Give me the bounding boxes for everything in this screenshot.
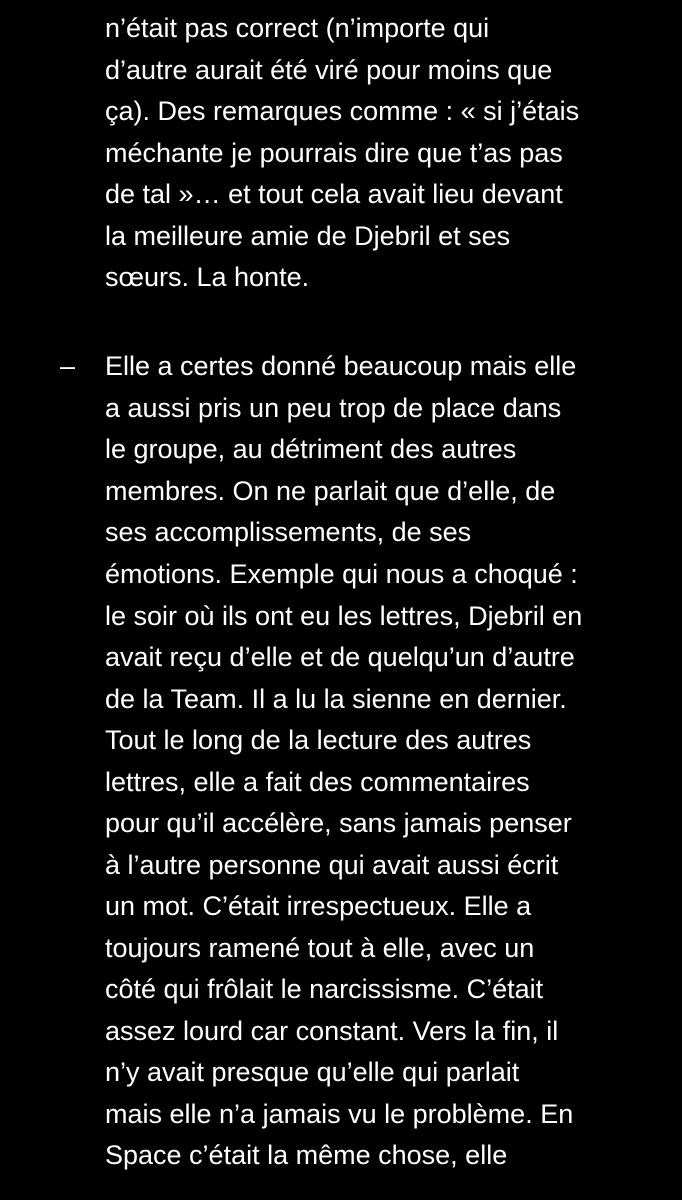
text-line: côté qui frôlait le narcissisme. C’était <box>105 974 544 1004</box>
bullet-dash: – <box>60 351 76 381</box>
text-line: avait reçu d’elle et de quelqu’un d’autre <box>105 642 575 672</box>
text-line: sœurs. La honte. <box>105 262 310 292</box>
text-line: ça). Des remarques comme : « si j’étais <box>105 96 580 126</box>
text-line: Space c’était la même chose, elle <box>105 1140 508 1170</box>
text-line: toujours ramené tout à elle, avec un <box>105 933 535 963</box>
text-line: d’autre aurait été viré pour moins que <box>105 55 553 85</box>
text-line: ses accomplissements, de ses <box>105 517 472 547</box>
text-line: n’était pas correct (n’importe qui <box>105 13 490 43</box>
text-line: pour qu’il accélère, sans jamais penser <box>105 808 572 838</box>
text-line: n’y avait presque qu’elle qui parlait <box>105 1057 520 1087</box>
text-line: de tal »… et tout cela avait lieu devant <box>105 179 563 209</box>
text-line: Elle a certes donné beaucoup mais elle <box>105 351 577 381</box>
text-line: méchante je pourrais dire que t’as pas <box>105 138 563 168</box>
text-line: le soir où ils ont eu les lettres, Djebril en <box>105 601 583 631</box>
text-line: de la Team. Il a lu la sienne en dernier. <box>105 684 567 714</box>
text-line: la meilleure amie de Djebril et ses <box>105 221 511 251</box>
text-line: émotions. Exemple qui nous a choqué : <box>105 559 578 589</box>
text-line: Tout le long de la lecture des autres <box>105 725 532 755</box>
text-line: un mot. C’était irrespectueux. Elle a <box>105 891 532 921</box>
text-line: mais elle n’a jamais vu le problème. En <box>105 1099 574 1129</box>
text-line: a aussi pris un peu trop de place dans <box>105 393 562 423</box>
text-line: le groupe, au détriment des autres <box>105 434 517 464</box>
text-line: assez lourd car constant. Vers la fin, il <box>105 1016 559 1046</box>
text-line: lettres, elle a fait des commentaires <box>105 767 530 797</box>
text-line: membres. On ne parlait que d’elle, de <box>105 476 556 506</box>
text-line: à l’autre personne qui avait aussi écrit <box>105 850 559 880</box>
